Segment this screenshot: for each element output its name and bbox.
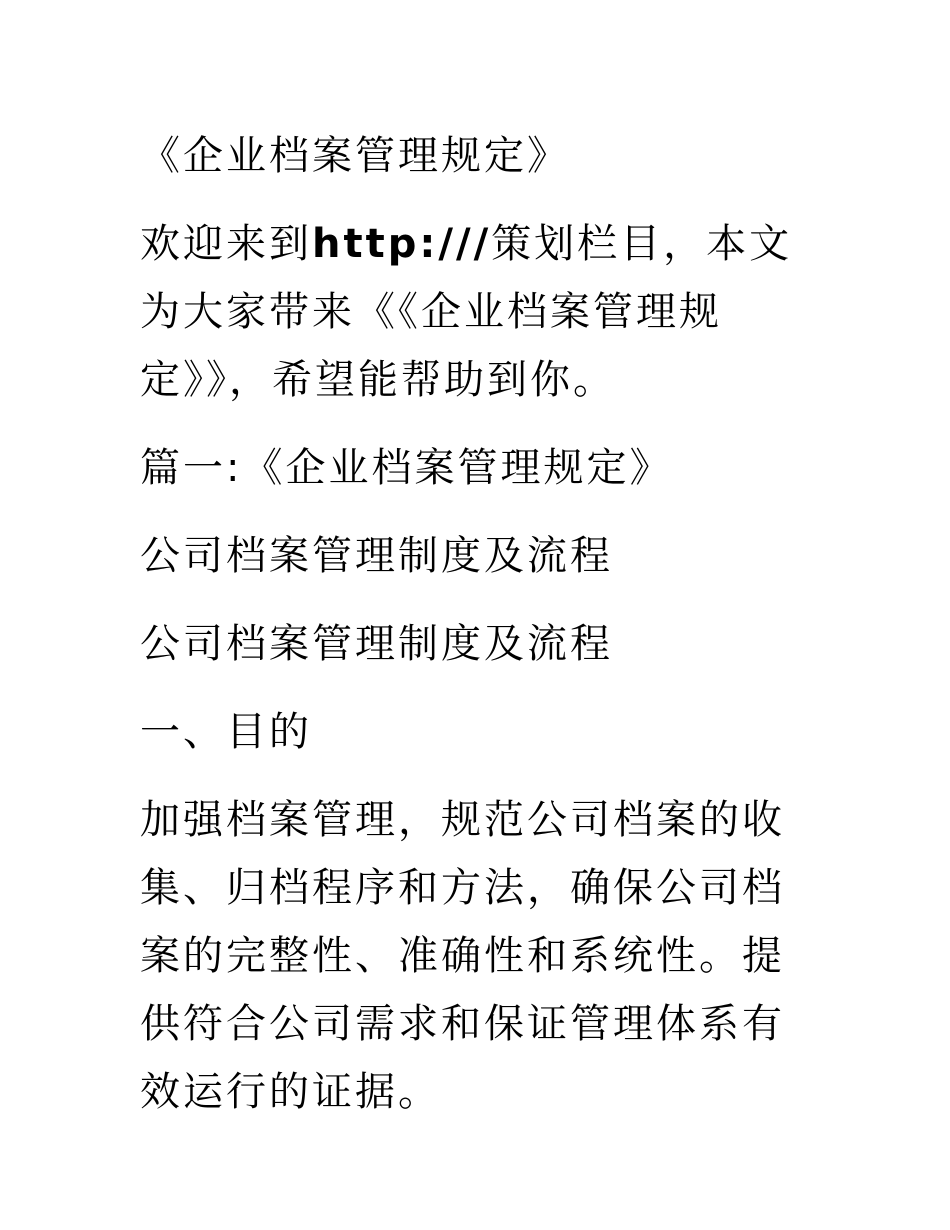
subtitle-line-repeat: 公司档案管理制度及流程: [140, 621, 613, 667]
purpose-heading: 一、目的: [140, 709, 312, 755]
subtitle-line: 公司档案管理制度及流程: [140, 533, 613, 579]
purpose-paragraph: 加强档案管理，规范公司档案的收集、归档程序和方法，确保公司档案的完整性、准确性和系统性。提供符合公司需求和保证管理体系有效运行的证据。: [140, 797, 785, 1115]
intro-prefix: 欢迎来到: [140, 221, 312, 267]
section-heading: 篇一:《企业档案管理规定》: [140, 445, 673, 491]
intro-suffix: 策划栏目，本文为大家带来《《企业档案管理规定》》，希望能帮助到你。: [140, 221, 793, 403]
intro-url: http:///: [312, 221, 492, 267]
document-title: 《企业档案管理规定》: [140, 133, 570, 179]
intro-paragraph: [140, 210, 800, 414]
document-page: [140, 122, 800, 1146]
